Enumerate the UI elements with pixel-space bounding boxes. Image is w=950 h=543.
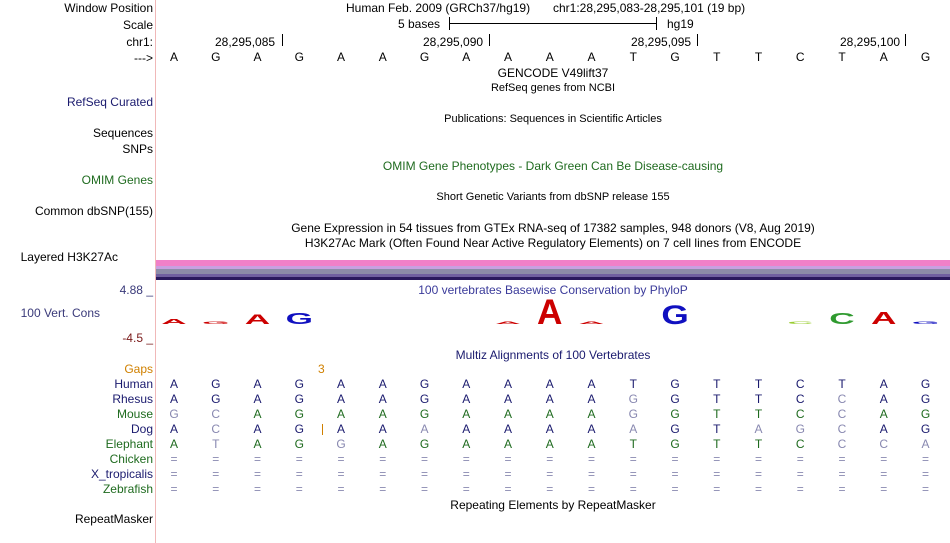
scale-bar-right-tick xyxy=(656,17,657,30)
alignment-base: C xyxy=(837,407,847,421)
alignment-base: = xyxy=(587,467,595,481)
alignment-base: = xyxy=(754,482,762,496)
alignment-base: A xyxy=(503,377,512,391)
coord-tick xyxy=(905,34,906,46)
alignment-base: = xyxy=(504,467,512,481)
alignment-base: A xyxy=(545,437,554,451)
alignment-base: G xyxy=(419,407,430,421)
gencode-track-title[interactable]: GENCODE V49lift37 xyxy=(497,66,609,80)
alignment-base: A xyxy=(169,422,178,436)
alignment-base: A xyxy=(587,422,596,436)
alignment-base: = xyxy=(295,467,303,481)
alignment-base: = xyxy=(379,482,387,496)
alignment-base: G xyxy=(628,392,638,406)
alignment-base: A xyxy=(587,437,596,451)
alignment-base: C xyxy=(879,437,889,451)
alignment-base: C xyxy=(211,407,221,421)
species-label: Chicken xyxy=(109,452,153,466)
alignment-base: A xyxy=(879,392,888,406)
alignment-base: A xyxy=(169,437,178,451)
species-label: Dog xyxy=(130,422,153,436)
alignment-base: = xyxy=(379,452,387,466)
refseq-curated-label[interactable]: RefSeq Curated xyxy=(66,95,153,109)
reference-base: C xyxy=(795,50,805,64)
publications-track-title: Publications: Sequences in Scientific Articles xyxy=(444,113,662,125)
alignment-base: T xyxy=(629,437,637,451)
alignment-base: A xyxy=(879,422,888,436)
alignment-base: = xyxy=(504,482,512,496)
scale-db-text: hg19 xyxy=(667,17,694,31)
alignment-base: A xyxy=(503,437,512,451)
alignment-base: = xyxy=(546,482,554,496)
alignment-base: T xyxy=(838,377,846,391)
strand-label: ---> xyxy=(134,51,153,65)
alignment-base: = xyxy=(880,452,888,466)
gap-marker xyxy=(322,424,323,435)
reference-base: T xyxy=(629,50,637,64)
alignment-base: = xyxy=(170,482,178,496)
alignment-base: G xyxy=(294,392,304,406)
alignment-base: = xyxy=(587,482,595,496)
alignment-base: = xyxy=(796,482,804,496)
refseq-track-title: RefSeq genes from NCBI xyxy=(490,82,616,94)
window-position-label: Window Position xyxy=(64,1,153,15)
alignment-base: A xyxy=(378,377,387,391)
alignment-base: A xyxy=(169,377,178,391)
alignment-base: = xyxy=(880,467,888,481)
alignment-base: = xyxy=(713,467,721,481)
alignment-base: = xyxy=(420,482,428,496)
sequences-label[interactable]: Sequences xyxy=(92,126,153,140)
alignment-base: A xyxy=(629,422,638,436)
multiz-track-title: Multiz Alignments of 100 Vertebrates xyxy=(455,348,651,362)
alignment-base: A xyxy=(503,407,512,421)
conservation-logo xyxy=(156,296,950,332)
alignment-base: G xyxy=(419,392,430,406)
coord-tick xyxy=(489,34,490,46)
omim-genes-label[interactable]: OMIM Genes xyxy=(81,173,153,187)
assembly-title: Human Feb. 2009 (GRCh37/hg19) xyxy=(346,1,531,15)
alignment-base: G xyxy=(294,407,304,421)
alignment-base: A xyxy=(336,407,345,421)
alignment-base: = xyxy=(838,452,846,466)
alignment-base: G xyxy=(169,407,179,421)
alignment-base: G xyxy=(670,407,680,421)
alignment-base: A xyxy=(462,392,471,406)
alignment-base: = xyxy=(337,467,345,481)
alignment-base: A xyxy=(378,437,387,451)
alignment-base: A xyxy=(921,437,930,451)
alignment-base: G xyxy=(920,407,931,421)
alignment-base: = xyxy=(629,482,637,496)
alignment-base: A xyxy=(587,392,596,406)
alignment-base: = xyxy=(462,482,470,496)
alignment-base: C xyxy=(837,422,847,436)
conservation-letter: C xyxy=(829,309,855,328)
alignment-base: G xyxy=(419,437,430,451)
conservation-min-label: -4.5 _ xyxy=(122,331,153,345)
conservation-max-label: 4.88 _ xyxy=(119,283,153,297)
alignment-base: G xyxy=(920,377,931,391)
alignment-base: = xyxy=(921,482,929,496)
alignment-base: T xyxy=(713,377,721,391)
alignment-base: = xyxy=(212,467,220,481)
conservation-letter: A xyxy=(578,320,605,325)
alignment-base: T xyxy=(713,422,721,436)
common-dbsnp-label[interactable]: Common dbSNP(155) xyxy=(34,204,153,218)
species-label: Rhesus xyxy=(112,392,153,406)
reference-base: A xyxy=(587,50,596,64)
reference-base: A xyxy=(879,50,888,64)
conservation-letter: C xyxy=(787,320,813,325)
alignment-base: G xyxy=(294,422,304,436)
species-label: Zebrafish xyxy=(102,482,153,496)
conservation-letter: A xyxy=(871,308,897,328)
reference-base: A xyxy=(503,50,512,64)
alignment-base: = xyxy=(838,482,846,496)
conservation-letter: G xyxy=(285,309,313,328)
h3k27ac-signal xyxy=(156,260,950,280)
dbsnp-track-title: Short Genetic Variants from dbSNP release 155 xyxy=(436,191,670,203)
alignment-base: A xyxy=(336,422,345,436)
alignment-base: G xyxy=(628,407,638,421)
coord-tick xyxy=(282,34,283,46)
alignment-base: = xyxy=(295,452,303,466)
alignment-base: G xyxy=(211,392,221,406)
reference-base: A xyxy=(545,50,554,64)
alignment-base: G xyxy=(670,377,680,391)
alignment-base: G xyxy=(336,437,346,451)
alignment-base: = xyxy=(379,467,387,481)
gtex-track-title: Gene Expression in 54 tissues from GTEx RNA-seq of 17382 samples, 948 donors (V8, Aug 2019) xyxy=(291,221,815,235)
alignment-base: A xyxy=(587,407,596,421)
alignment-base: = xyxy=(796,467,804,481)
alignment-base: A xyxy=(587,377,596,391)
alignment-base: G xyxy=(670,437,680,451)
alignment-base: A xyxy=(336,392,345,406)
reference-base: T xyxy=(754,50,763,64)
alignment-base: = xyxy=(754,467,762,481)
alignment-base: G xyxy=(920,422,931,436)
alignment-base: = xyxy=(587,452,595,466)
alignment-base: = xyxy=(546,467,554,481)
alignment-base: T xyxy=(713,392,721,406)
snps-label[interactable]: SNPs xyxy=(122,142,153,156)
alignment-base: = xyxy=(796,452,804,466)
alignment-base: = xyxy=(504,452,512,466)
alignment-base: C xyxy=(837,437,847,451)
alignment-base: A xyxy=(545,407,554,421)
alignment-base: = xyxy=(713,482,721,496)
alignment-base: A xyxy=(462,422,471,436)
coord-tick xyxy=(697,34,698,46)
conservation-letter: A xyxy=(161,317,187,326)
alignment-base: C xyxy=(795,392,805,406)
alignment-base: C xyxy=(795,377,805,391)
repeatmasker-label[interactable]: RepeatMasker xyxy=(74,512,153,526)
alignment-base: A xyxy=(545,377,554,391)
alignment-base: T xyxy=(754,407,763,421)
alignment-base: A xyxy=(420,422,429,436)
reference-base: A xyxy=(378,50,387,64)
coord-label: 28,295,085 xyxy=(215,35,276,49)
alignment-base: = xyxy=(462,452,470,466)
alignment-base: = xyxy=(629,452,637,466)
gap-count: 3 xyxy=(318,362,325,376)
coord-label: 28,295,095 xyxy=(631,35,692,49)
alignment-base: A xyxy=(253,377,262,391)
alignment-base: G xyxy=(211,377,221,391)
alignment-base: = xyxy=(212,482,220,496)
alignment-base: A xyxy=(462,437,471,451)
reference-base: G xyxy=(211,50,221,64)
alignment-base: = xyxy=(880,482,888,496)
chr-label: chr1: xyxy=(126,35,153,49)
species-label: Human xyxy=(114,377,153,391)
alignment-base: G xyxy=(294,377,304,391)
alignment-base: = xyxy=(921,452,929,466)
conservation-letter: G xyxy=(661,300,689,330)
repeatmasker-track-title: Repeating Elements by RepeatMasker xyxy=(450,498,656,512)
alignment-base: = xyxy=(295,482,303,496)
alignment-base: A xyxy=(378,392,387,406)
alignment-base: A xyxy=(503,422,512,436)
alignment-base: A xyxy=(754,422,763,436)
alignment-base: A xyxy=(462,407,471,421)
alignment-base: = xyxy=(337,482,345,496)
alignment-base: G xyxy=(294,437,304,451)
alignment-base: = xyxy=(337,452,345,466)
alignment-base: C xyxy=(795,437,805,451)
alignment-base: = xyxy=(253,482,261,496)
h3k27ac-layer xyxy=(156,277,950,280)
alignment-base: A xyxy=(879,377,888,391)
alignment-base: = xyxy=(170,467,178,481)
alignment-base: C xyxy=(837,392,847,406)
reference-base: A xyxy=(253,50,262,64)
alignment-base: C xyxy=(211,422,221,436)
reference-base: A xyxy=(169,50,178,64)
conservation-track-title: 100 vertebrates Basewise Conservation by PhyloP xyxy=(418,283,688,297)
conservation-letter: A xyxy=(244,311,271,328)
alignment-base: G xyxy=(670,392,680,406)
alignment-base: A xyxy=(545,422,554,436)
h3k27ac-track-title: H3K27Ac Mark (Often Found Near Active Regulatory Elements) on 7 cell lines from ENCODE xyxy=(304,236,802,250)
alignment-base: A xyxy=(253,422,262,436)
alignment-base: = xyxy=(671,467,679,481)
alignment-base: = xyxy=(546,452,554,466)
alignment-base: C xyxy=(795,407,805,421)
conservation-letter: A xyxy=(537,296,563,332)
alignment-base: T xyxy=(713,407,721,421)
conservation-letter: G xyxy=(202,320,230,325)
alignment-base: = xyxy=(253,467,261,481)
coord-label: 28,295,100 xyxy=(840,35,901,49)
alignment-base: T xyxy=(754,377,763,391)
alignment-base: A xyxy=(378,422,387,436)
alignment-base: = xyxy=(921,467,929,481)
scale-bar-left-tick xyxy=(449,17,450,30)
alignment-base: A xyxy=(503,392,512,406)
species-label: X_tropicalis xyxy=(90,467,153,481)
alignment-base: T xyxy=(754,437,763,451)
omim-track-title: OMIM Gene Phenotypes - Dark Green Can Be Disease-causing xyxy=(382,159,724,173)
alignment-base: = xyxy=(212,452,220,466)
reference-base: A xyxy=(336,50,345,64)
alignment-base: = xyxy=(420,467,428,481)
reference-base: G xyxy=(294,50,304,64)
alignment-base: = xyxy=(838,467,846,481)
alignment-base: G xyxy=(670,422,680,436)
reference-base: G xyxy=(920,50,931,64)
alignment-base: = xyxy=(629,467,637,481)
alignment-base: = xyxy=(253,452,261,466)
reference-base: G xyxy=(419,50,430,64)
gaps-label: Gaps xyxy=(124,362,153,376)
alignment-base: T xyxy=(629,377,637,391)
alignment-base: A xyxy=(462,377,471,391)
scale-label: Scale xyxy=(122,18,153,32)
alignment-base: A xyxy=(253,407,262,421)
species-label: Elephant xyxy=(105,437,153,451)
alignment-base: A xyxy=(253,392,262,406)
alignment-base: = xyxy=(671,452,679,466)
alignment-base: A xyxy=(169,392,178,406)
alignment-base: = xyxy=(170,452,178,466)
alignment-base: T xyxy=(713,437,721,451)
species-label: Mouse xyxy=(116,407,153,421)
alignment-base: G xyxy=(795,422,805,436)
alignment-base: = xyxy=(420,452,428,466)
vert-cons-label[interactable]: 100 Vert. Cons xyxy=(20,306,100,320)
alignment-base: = xyxy=(754,452,762,466)
alignment-base: = xyxy=(462,467,470,481)
alignment-base: T xyxy=(754,392,763,406)
alignment-base: A xyxy=(336,377,345,391)
conservation-letter: G xyxy=(911,320,940,325)
position-readout: chr1:28,295,083-28,295,101 (19 bp) xyxy=(553,1,746,15)
alignment-base: T xyxy=(212,437,220,451)
alignment-base: G xyxy=(419,377,430,391)
alignment-base: = xyxy=(671,482,679,496)
reference-base: T xyxy=(713,50,721,64)
alignment-base: A xyxy=(253,437,262,451)
alignment-base: G xyxy=(920,392,931,406)
scale-bases-text: 5 bases xyxy=(398,17,441,31)
layered-h3k27ac-label[interactable]: Layered H3K27Ac xyxy=(20,250,118,264)
alignment-base: A xyxy=(879,407,888,421)
reference-base: G xyxy=(670,50,680,64)
scale-bar xyxy=(449,23,656,24)
alignment-base: = xyxy=(713,452,721,466)
conservation-letter: A xyxy=(495,320,521,325)
alignment-base: A xyxy=(378,407,387,421)
alignment-base: A xyxy=(545,392,554,406)
reference-base: A xyxy=(462,50,471,64)
reference-base: T xyxy=(838,50,846,64)
coord-label: 28,295,090 xyxy=(423,35,484,49)
